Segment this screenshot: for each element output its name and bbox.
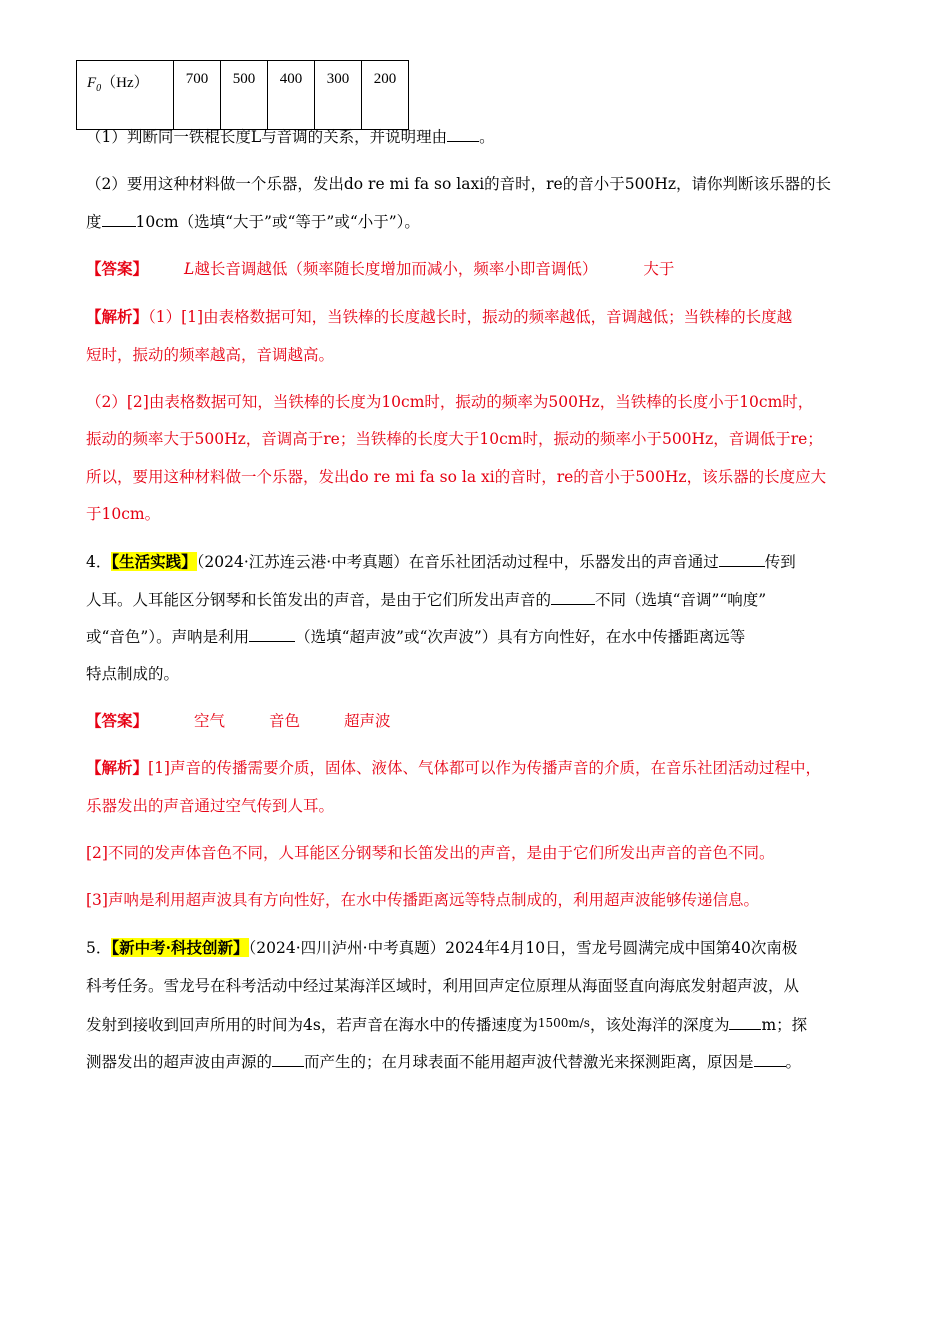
q5-line3: 发射到接收到回声所用的时间为4s，若声音在海水中的传播速度为1500m/s，该处海洋的深度为 m；探 — [86, 1016, 808, 1034]
question-number: 5． — [86, 939, 112, 957]
q5-line1: 5．【新中考·科技创新】（2024·四川泸州·中考真题）2024年4月10日，雪龙号圆满完成中国第40次南极 — [86, 938, 798, 957]
q4-analysis-line3: [2]不同的发声体音色不同，人耳能区分钢琴和长笛发出的声音，是由于它们所发出声音的音色不同。 — [86, 844, 775, 862]
answer-blank — [551, 589, 595, 605]
header-unit: （Hz） — [101, 75, 149, 91]
q4-line2: 人耳。人耳能区分钢琴和长笛发出的声音，是由于它们所发出声音的 不同（选填“音调”“响度” — [86, 591, 767, 609]
table-cell: 300 — [315, 61, 362, 130]
table-cell: 500 — [221, 61, 268, 130]
answer-blank — [754, 1051, 786, 1067]
question-number: 4． — [86, 553, 112, 571]
category-tag: 【生活实践】 — [111, 552, 197, 571]
q3-analysis-line3: （2）[2]由表格数据可知，当铁棒的长度为10cm时，振动的频率为500Hz，当铁棒的长度小于10cm时， — [86, 393, 814, 411]
q5-line2: 科考任务。雪龙号在科考活动中经过某海洋区域时，利用回声定位原理从海面竖直向海底发射超声波，从 — [86, 977, 800, 995]
header-variable: F — [87, 75, 97, 91]
q3-part2-line1: （2）要用这种材料做一个乐器，发出do re mi fa so laxi的音时，re的音小于500Hz，请你判断该乐器的长 — [86, 175, 832, 193]
answer-blank — [249, 626, 295, 642]
q3-analysis-line5: 所以，要用这种材料做一个乐器，发出do re mi fa so la xi的音时，re的音小于500Hz，该乐器的长度应大 — [86, 468, 827, 486]
table-row — [77, 61, 409, 130]
q3-analysis-line1: 【解析】（1）[1]由表格数据可知，当铁棒的长度越长时，振动的频率越低，音调越低；当铁棒的长度越 — [86, 307, 793, 326]
answer-blank — [719, 551, 765, 567]
analysis-tag: 【解析】 — [86, 307, 149, 326]
q4-line4: 特点制成的。 — [86, 665, 180, 683]
q3-part2-line2: 度 10cm（选填“大于”或“等于”或“小于”）。 — [86, 213, 420, 231]
table-header-cell — [77, 61, 174, 130]
answer-tag: 【答案】 — [86, 259, 149, 278]
answer-blank — [102, 211, 136, 227]
table-cell: 700 — [174, 61, 221, 130]
q3-analysis-line2: 短时，振动的频率越高，音调越高。 — [86, 346, 335, 364]
q4-analysis-line4: [3]声呐是利用超声波具有方向性好，在水中传播距离远等特点制成的，利用超声波能够传递信息。 — [86, 891, 759, 909]
table-cell: 400 — [268, 61, 315, 130]
header-subscript: 0 — [96, 83, 102, 94]
q4-line1: 4．【生活实践】（2024·江苏连云港·中考真题）在音乐社团活动过程中，乐器发出的声音通过 传到 — [86, 552, 796, 571]
q3-analysis-line6: 于10cm。 — [86, 505, 161, 523]
speed-value: 1500m/s — [537, 1016, 590, 1030]
answer-blank — [272, 1051, 304, 1067]
q5-line4: 测器发出的超声波由声源的 而产生的；在月球表面不能用超声波代替激光来探测距离，原因是 。 — [86, 1053, 802, 1071]
analysis-tag: 【解析】 — [86, 758, 149, 777]
q4-answer: 【答案】 空气 音色 超声波 — [86, 711, 391, 730]
q4-analysis-line2: 乐器发出的声音通过空气传到人耳。 — [86, 797, 335, 815]
q3-part1: （1）判断同一铁棍长度L与音调的关系，并说明理由 。 — [86, 128, 495, 146]
category-tag: 【新中考·科技创新】 — [111, 938, 249, 957]
q3-answer: 【答案】 L越长音调越低（频率随长度增加而减小，频率小即音调低） 大于 — [86, 259, 675, 278]
q3-analysis-line4: 振动的频率大于500Hz，音调高于re；当铁棒的长度大于10cm时，振动的频率小于500Hz，音调低于re； — [86, 430, 823, 448]
table-cell: 200 — [362, 61, 409, 130]
answer-blank — [447, 126, 479, 142]
frequency-table — [76, 60, 409, 130]
q4-line3: 或“音色”）。声呐是利用 （选填“超声波”或“次声波”）具有方向性好，在水中传播距离远等 — [86, 628, 746, 646]
answer-blank — [729, 1014, 761, 1030]
q4-analysis-line1: 【解析】[1]声音的传播需要介质，固体、液体、气体都可以作为传播声音的介质，在音乐社团活动过程中， — [86, 758, 821, 777]
answer-tag: 【答案】 — [86, 711, 149, 730]
